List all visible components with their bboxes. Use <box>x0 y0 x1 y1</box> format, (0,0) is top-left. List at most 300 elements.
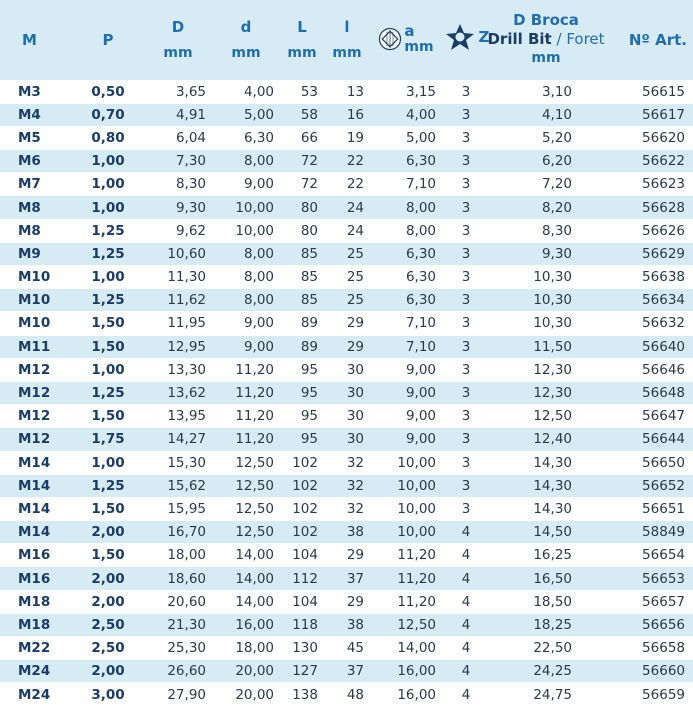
flute-icon <box>443 22 477 52</box>
cell-p: 2,00 <box>72 590 144 613</box>
cell-a: 7,10 <box>370 335 442 358</box>
cell-art: 56647 <box>602 405 693 428</box>
table-row <box>0 266 693 289</box>
col-header-a <box>370 0 442 80</box>
cell-z: 3 <box>442 474 490 497</box>
cell-m: M18 <box>0 590 72 613</box>
cell-z: 3 <box>442 80 490 103</box>
col-header-drill-line1: D Broca <box>513 11 579 30</box>
cell-m: M14 <box>0 474 72 497</box>
cell-l: 32 <box>324 474 370 497</box>
cell-z: 4 <box>442 660 490 683</box>
cell-m: M12 <box>0 381 72 404</box>
cell-drill: 14,30 <box>490 474 602 497</box>
cell-a: 8,00 <box>370 196 442 219</box>
cell-art: 56644 <box>602 428 693 451</box>
table-row <box>0 289 693 312</box>
cell-l: 30 <box>324 405 370 428</box>
cell-drill: 7,20 <box>490 173 602 196</box>
cell-art: 56660 <box>602 660 693 683</box>
cell-art: 56650 <box>602 451 693 474</box>
cell-z: 3 <box>442 497 490 520</box>
cell-z: 3 <box>442 150 490 173</box>
cell-d: 9,00 <box>212 173 280 196</box>
cell-l: 22 <box>324 173 370 196</box>
cell-z: 4 <box>442 683 490 706</box>
col-header-drill-sep: / <box>551 30 567 49</box>
cell-art: 56657 <box>602 590 693 613</box>
col-header-l-label: l <box>344 17 350 36</box>
col-header-drill <box>487 0 605 80</box>
cell-a: 10,00 <box>370 474 442 497</box>
cell-p: 1,00 <box>72 358 144 381</box>
cell-p: 1,25 <box>72 289 144 312</box>
table-row <box>0 544 693 567</box>
cell-L: 102 <box>280 451 324 474</box>
cell-l: 38 <box>324 521 370 544</box>
cell-d: 4,00 <box>212 80 280 103</box>
cell-m: M12 <box>0 405 72 428</box>
cell-L: 130 <box>280 637 324 660</box>
cell-z: 3 <box>442 335 490 358</box>
cell-art: 56626 <box>602 219 693 242</box>
cell-art: 56653 <box>602 567 693 590</box>
header-row <box>0 0 693 80</box>
table-row <box>0 428 693 451</box>
cell-z: 3 <box>442 126 490 149</box>
cell-art: 56628 <box>602 196 693 219</box>
cell-drill: 3,10 <box>490 80 602 103</box>
cell-L: 80 <box>280 219 324 242</box>
table-row <box>0 173 693 196</box>
cell-L: 72 <box>280 150 324 173</box>
cell-L: 127 <box>280 660 324 683</box>
cell-d: 10,00 <box>212 196 280 219</box>
cell-L: 66 <box>280 126 324 149</box>
cell-art: 56634 <box>602 289 693 312</box>
cell-D: 21,30 <box>144 613 212 636</box>
cell-m: M10 <box>0 266 72 289</box>
cell-L: 89 <box>280 335 324 358</box>
cell-m: M10 <box>0 312 72 335</box>
cell-a: 16,00 <box>370 660 442 683</box>
table-row <box>0 150 693 173</box>
cell-p: 1,50 <box>72 405 144 428</box>
cell-p: 1,00 <box>72 173 144 196</box>
cell-drill: 4,10 <box>490 103 602 126</box>
cell-m: M8 <box>0 219 72 242</box>
table-row <box>0 474 693 497</box>
cell-D: 27,90 <box>144 683 212 706</box>
cell-a: 11,20 <box>370 544 442 567</box>
cell-p: 2,00 <box>72 660 144 683</box>
col-header-drill-en: Drill Bit <box>487 30 552 49</box>
cell-l: 25 <box>324 266 370 289</box>
cell-L: 112 <box>280 567 324 590</box>
table-row <box>0 381 693 404</box>
cell-l: 24 <box>324 196 370 219</box>
col-header-drill-fr: Foret <box>566 30 605 49</box>
cell-l: 30 <box>324 358 370 381</box>
cell-D: 14,27 <box>144 428 212 451</box>
cell-D: 15,30 <box>144 451 212 474</box>
cell-z: 4 <box>442 590 490 613</box>
cell-d: 8,00 <box>212 242 280 265</box>
cell-p: 2,00 <box>72 567 144 590</box>
cell-m: M24 <box>0 660 72 683</box>
cell-d: 20,00 <box>212 683 280 706</box>
cell-L: 89 <box>280 312 324 335</box>
cell-D: 10,60 <box>144 242 212 265</box>
cell-m: M14 <box>0 521 72 544</box>
col-header-l-unit: mm <box>332 44 362 61</box>
cell-m: M10 <box>0 289 72 312</box>
cell-D: 26,60 <box>144 660 212 683</box>
cell-p: 0,50 <box>72 80 144 103</box>
cell-drill: 8,20 <box>490 196 602 219</box>
cell-d: 14,00 <box>212 590 280 613</box>
col-header-D <box>144 0 212 80</box>
cell-p: 2,50 <box>72 613 144 636</box>
cell-m: M8 <box>0 196 72 219</box>
cell-a: 6,30 <box>370 266 442 289</box>
cell-a: 5,00 <box>370 126 442 149</box>
cell-D: 13,62 <box>144 381 212 404</box>
cell-art: 56648 <box>602 381 693 404</box>
table-row <box>0 660 693 683</box>
cell-m: M7 <box>0 173 72 196</box>
cell-art: 56651 <box>602 497 693 520</box>
cell-m: M12 <box>0 358 72 381</box>
col-header-L-label: L <box>297 17 307 36</box>
table-row <box>0 613 693 636</box>
cell-L: 104 <box>280 544 324 567</box>
cell-z: 4 <box>442 637 490 660</box>
col-header-m: M <box>22 30 37 49</box>
table-row <box>0 103 693 126</box>
cell-d: 11,20 <box>212 428 280 451</box>
cell-drill: 12,30 <box>490 381 602 404</box>
cell-d: 8,00 <box>212 266 280 289</box>
col-header-d-unit: mm <box>231 44 261 61</box>
table-row <box>0 312 693 335</box>
cell-L: 80 <box>280 196 324 219</box>
cell-z: 4 <box>442 544 490 567</box>
cell-drill: 18,50 <box>490 590 602 613</box>
cell-l: 30 <box>324 381 370 404</box>
col-header-art: Nº Art. <box>628 30 687 49</box>
col-header-l <box>324 0 370 80</box>
table-row <box>0 521 693 544</box>
cell-art: 56640 <box>602 335 693 358</box>
cell-a: 9,00 <box>370 428 442 451</box>
cell-drill: 10,30 <box>490 312 602 335</box>
cell-art: 56615 <box>602 80 693 103</box>
cell-D: 15,95 <box>144 497 212 520</box>
cell-l: 45 <box>324 637 370 660</box>
table-row <box>0 196 693 219</box>
cell-L: 53 <box>280 80 324 103</box>
col-header-d <box>212 0 280 80</box>
table-row <box>0 567 693 590</box>
table-row <box>0 590 693 613</box>
cell-L: 102 <box>280 474 324 497</box>
cell-D: 11,62 <box>144 289 212 312</box>
cell-d: 6,30 <box>212 126 280 149</box>
cell-drill: 6,20 <box>490 150 602 173</box>
cell-m: M11 <box>0 335 72 358</box>
cell-drill: 24,75 <box>490 683 602 706</box>
cell-drill: 10,30 <box>490 266 602 289</box>
cell-l: 37 <box>324 660 370 683</box>
table-row <box>0 451 693 474</box>
cell-p: 1,50 <box>72 497 144 520</box>
col-header-p: P <box>102 30 114 49</box>
table-row <box>0 405 693 428</box>
cell-p: 1,75 <box>72 428 144 451</box>
cell-z: 3 <box>442 219 490 242</box>
cell-L: 138 <box>280 683 324 706</box>
cell-a: 9,00 <box>370 405 442 428</box>
cell-z: 3 <box>442 358 490 381</box>
cell-a: 10,00 <box>370 451 442 474</box>
cell-d: 18,00 <box>212 637 280 660</box>
cell-D: 18,60 <box>144 567 212 590</box>
cell-p: 2,50 <box>72 637 144 660</box>
cell-a: 10,00 <box>370 497 442 520</box>
table-row <box>0 242 693 265</box>
cell-drill: 12,30 <box>490 358 602 381</box>
cell-D: 9,62 <box>144 219 212 242</box>
cell-drill: 14,50 <box>490 521 602 544</box>
cell-D: 4,91 <box>144 103 212 126</box>
cell-D: 7,30 <box>144 150 212 173</box>
cell-l: 29 <box>324 312 370 335</box>
cell-z: 3 <box>442 103 490 126</box>
cell-d: 12,50 <box>212 497 280 520</box>
cell-art: 56620 <box>602 126 693 149</box>
cell-m: M22 <box>0 637 72 660</box>
cell-m: M16 <box>0 544 72 567</box>
cell-l: 16 <box>324 103 370 126</box>
table-row <box>0 335 693 358</box>
cell-m: M14 <box>0 451 72 474</box>
cell-d: 8,00 <box>212 289 280 312</box>
cell-m: M24 <box>0 683 72 706</box>
cell-m: M12 <box>0 428 72 451</box>
cell-L: 95 <box>280 381 324 404</box>
cell-m: M14 <box>0 497 72 520</box>
cell-a: 16,00 <box>370 683 442 706</box>
cell-drill: 16,25 <box>490 544 602 567</box>
cell-l: 38 <box>324 613 370 636</box>
cell-D: 6,04 <box>144 126 212 149</box>
cell-p: 1,50 <box>72 312 144 335</box>
cell-p: 1,50 <box>72 335 144 358</box>
cell-l: 24 <box>324 219 370 242</box>
cell-d: 8,00 <box>212 150 280 173</box>
cell-p: 0,70 <box>72 103 144 126</box>
cell-L: 85 <box>280 266 324 289</box>
cell-l: 32 <box>324 451 370 474</box>
cell-D: 9,30 <box>144 196 212 219</box>
col-header-L-unit: mm <box>287 44 317 61</box>
col-header-a-label: a <box>404 22 415 41</box>
col-header-z <box>442 0 490 80</box>
cell-a: 10,00 <box>370 521 442 544</box>
cell-z: 4 <box>442 567 490 590</box>
cell-drill: 12,50 <box>490 405 602 428</box>
cell-art: 56632 <box>602 312 693 335</box>
table-row <box>0 497 693 520</box>
cell-drill: 11,50 <box>490 335 602 358</box>
cell-z: 3 <box>442 428 490 451</box>
cell-L: 58 <box>280 103 324 126</box>
cell-d: 9,00 <box>212 312 280 335</box>
cell-art: 56659 <box>602 683 693 706</box>
cell-l: 19 <box>324 126 370 149</box>
col-header-L <box>280 0 324 80</box>
cell-p: 1,00 <box>72 451 144 474</box>
cell-d: 11,20 <box>212 381 280 404</box>
cell-l: 37 <box>324 567 370 590</box>
cell-a: 9,00 <box>370 381 442 404</box>
cell-m: M3 <box>0 80 72 103</box>
cell-drill: 8,30 <box>490 219 602 242</box>
cell-art: 56658 <box>602 637 693 660</box>
cell-d: 10,00 <box>212 219 280 242</box>
cell-drill: 16,50 <box>490 567 602 590</box>
cell-art: 56622 <box>602 150 693 173</box>
cell-D: 11,95 <box>144 312 212 335</box>
cell-l: 13 <box>324 80 370 103</box>
cell-a: 6,30 <box>370 289 442 312</box>
cell-a: 8,00 <box>370 219 442 242</box>
cell-l: 32 <box>324 497 370 520</box>
cell-drill: 5,20 <box>490 126 602 149</box>
cell-drill: 22,50 <box>490 637 602 660</box>
table-row <box>0 80 693 103</box>
col-header-d-label: d <box>240 17 252 36</box>
cell-L: 72 <box>280 173 324 196</box>
cell-drill: 24,25 <box>490 660 602 683</box>
cell-L: 104 <box>280 590 324 613</box>
cell-art: 56654 <box>602 544 693 567</box>
cell-l: 29 <box>324 335 370 358</box>
cell-p: 1,25 <box>72 219 144 242</box>
cell-p: 1,25 <box>72 474 144 497</box>
cell-p: 1,00 <box>72 266 144 289</box>
table-row <box>0 637 693 660</box>
cell-l: 48 <box>324 683 370 706</box>
table-row <box>0 126 693 149</box>
cell-a: 11,20 <box>370 567 442 590</box>
cell-L: 102 <box>280 521 324 544</box>
cell-art: 56652 <box>602 474 693 497</box>
cell-d: 9,00 <box>212 335 280 358</box>
cell-d: 16,00 <box>212 613 280 636</box>
col-header-D-unit: mm <box>163 44 193 61</box>
cell-z: 4 <box>442 613 490 636</box>
cell-m: M16 <box>0 567 72 590</box>
cell-p: 0,80 <box>72 126 144 149</box>
cell-a: 14,00 <box>370 637 442 660</box>
cell-L: 95 <box>280 405 324 428</box>
cell-a: 6,30 <box>370 150 442 173</box>
cell-d: 12,50 <box>212 474 280 497</box>
square-shank-icon <box>378 27 402 51</box>
cell-p: 1,25 <box>72 242 144 265</box>
cell-d: 5,00 <box>212 103 280 126</box>
cell-L: 95 <box>280 428 324 451</box>
cell-D: 15,62 <box>144 474 212 497</box>
cell-a: 6,30 <box>370 242 442 265</box>
cell-z: 3 <box>442 312 490 335</box>
cell-z: 3 <box>442 381 490 404</box>
cell-z: 4 <box>442 521 490 544</box>
cell-D: 8,30 <box>144 173 212 196</box>
cell-a: 12,50 <box>370 613 442 636</box>
cell-drill: 14,30 <box>490 497 602 520</box>
cell-z: 3 <box>442 405 490 428</box>
cell-L: 95 <box>280 358 324 381</box>
col-header-z-label: Z <box>478 28 490 47</box>
cell-d: 12,50 <box>212 521 280 544</box>
cell-D: 12,95 <box>144 335 212 358</box>
cell-z: 3 <box>442 289 490 312</box>
cell-L: 85 <box>280 242 324 265</box>
cell-art: 56656 <box>602 613 693 636</box>
cell-d: 14,00 <box>212 567 280 590</box>
cell-z: 3 <box>442 242 490 265</box>
cell-m: M5 <box>0 126 72 149</box>
cell-drill: 9,30 <box>490 242 602 265</box>
cell-a: 9,00 <box>370 358 442 381</box>
cell-drill: 12,40 <box>490 428 602 451</box>
cell-z: 3 <box>442 173 490 196</box>
cell-d: 12,50 <box>212 451 280 474</box>
cell-p: 2,00 <box>72 521 144 544</box>
col-header-D-label: D <box>171 17 185 36</box>
table-row <box>0 219 693 242</box>
cell-a: 3,15 <box>370 80 442 103</box>
cell-l: 25 <box>324 242 370 265</box>
cell-D: 18,00 <box>144 544 212 567</box>
cell-drill: 14,30 <box>490 451 602 474</box>
cell-drill: 18,25 <box>490 613 602 636</box>
cell-a: 4,00 <box>370 103 442 126</box>
cell-a: 11,20 <box>370 590 442 613</box>
cell-p: 3,00 <box>72 683 144 706</box>
cell-m: M4 <box>0 103 72 126</box>
cell-L: 85 <box>280 289 324 312</box>
table-row <box>0 358 693 381</box>
cell-d: 11,20 <box>212 358 280 381</box>
cell-D: 13,30 <box>144 358 212 381</box>
cell-a: 7,10 <box>370 173 442 196</box>
table-header <box>0 0 693 80</box>
col-header-a-unit: mm <box>404 39 434 56</box>
cell-art: 56617 <box>602 103 693 126</box>
table-body <box>0 80 693 706</box>
cell-z: 3 <box>442 266 490 289</box>
cell-D: 3,65 <box>144 80 212 103</box>
cell-d: 20,00 <box>212 660 280 683</box>
cell-art: 58849 <box>602 521 693 544</box>
col-header-drill-unit: mm <box>531 50 561 67</box>
cell-art: 56629 <box>602 242 693 265</box>
cell-art: 56646 <box>602 358 693 381</box>
